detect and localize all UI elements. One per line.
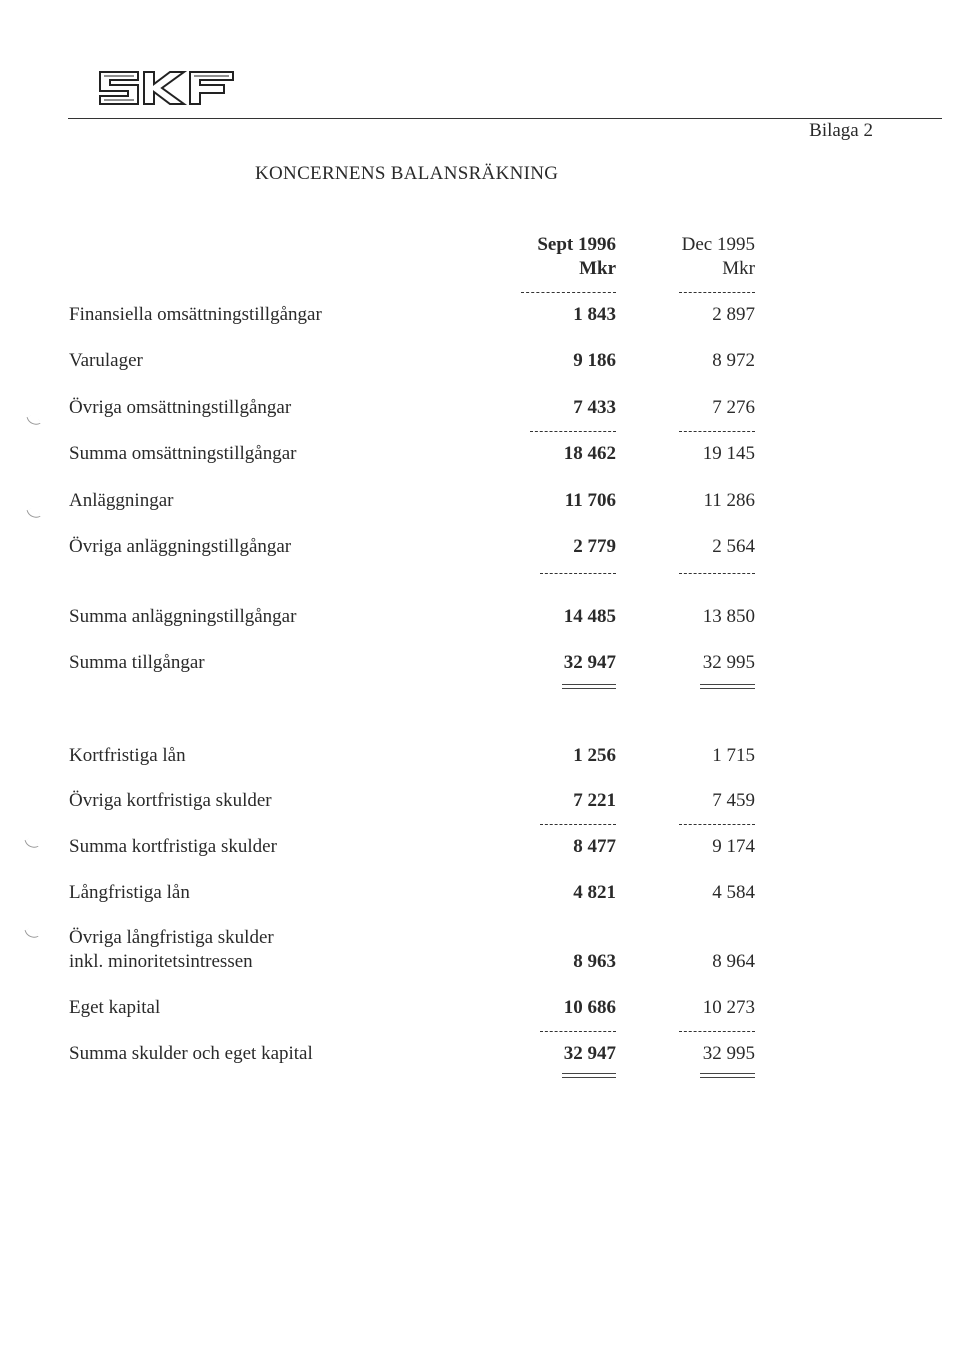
value-dec1995: 2 564: [712, 536, 755, 557]
row-label: Övriga anläggningstillgångar: [69, 536, 292, 557]
subtotal-rule: [679, 573, 755, 574]
header-rule: [68, 118, 942, 119]
table-row: [0, 489, 960, 513]
skf-logo: [98, 68, 235, 108]
subtotal-rule: [679, 1031, 755, 1032]
value-dec1995: 2 897: [712, 304, 755, 325]
row-label: Summa anläggningstillgångar: [69, 606, 297, 627]
row-label: Övriga kortfristiga skulder: [69, 790, 272, 811]
table-row: [0, 303, 960, 327]
subtotal-rule: [679, 431, 755, 432]
subtotal-rule: [530, 431, 616, 432]
row-label: Övriga omsättningstillgångar: [69, 397, 292, 418]
table-row: [0, 605, 960, 629]
subtotal-rule: [679, 824, 755, 825]
row-label: Kortfristiga lån: [69, 745, 186, 766]
table-row: [0, 881, 960, 905]
value-dec1995: 19 145: [702, 443, 755, 464]
value-sept1996: 11 706: [564, 490, 616, 511]
table-row: [0, 442, 960, 466]
table-row: [0, 1042, 960, 1066]
row-label: Varulager: [69, 350, 143, 371]
total-double-rule: [562, 1073, 616, 1078]
table-row: [0, 835, 960, 859]
value-sept1996: 8 963: [573, 951, 616, 972]
row-label: Långfristiga lån: [69, 882, 190, 903]
value-sept1996: 8 477: [573, 836, 616, 857]
table-row: [0, 349, 960, 373]
value-dec1995: 32 995: [702, 652, 755, 673]
col-sept1996-unit: Mkr: [579, 258, 616, 279]
subtotal-rule: [540, 824, 616, 825]
table-row: [0, 651, 960, 675]
row-label: Eget kapital: [69, 997, 161, 1018]
value-sept1996: 10 686: [563, 997, 616, 1018]
value-dec1995: 11 286: [703, 490, 755, 511]
table-row: [0, 396, 960, 420]
value-sept1996: 32 947: [563, 1043, 616, 1064]
total-double-rule: [700, 1073, 755, 1078]
value-sept1996: 14 485: [563, 606, 616, 627]
col-dec1995-period: Dec 1995: [681, 234, 755, 255]
row-label: Summa tillgångar: [69, 652, 205, 673]
value-dec1995: 8 972: [712, 350, 755, 371]
value-sept1996: 1 256: [573, 745, 616, 766]
value-sept1996: 7 433: [573, 397, 616, 418]
value-sept1996: 4 821: [573, 882, 616, 903]
value-sept1996: 32 947: [563, 652, 616, 673]
row-label: Summa omsättningstillgångar: [69, 443, 297, 464]
total-double-rule: [700, 684, 755, 689]
value-dec1995: 9 174: [712, 836, 755, 857]
value-sept1996: 7 221: [573, 790, 616, 811]
col-sept1996-underline: [521, 292, 616, 293]
table-row: [0, 926, 960, 974]
col-sept1996-period: Sept 1996: [537, 234, 616, 255]
value-sept1996: 9 186: [573, 350, 616, 371]
col-dec1995-unit: Mkr: [722, 258, 755, 279]
page-title: KONCERNENS BALANSRÄKNING: [255, 163, 559, 184]
value-dec1995: 13 850: [702, 606, 755, 627]
value-dec1995: 1 715: [712, 745, 755, 766]
row-label-line2: inkl. minoritetsintressen: [69, 951, 253, 972]
row-label: Summa kortfristiga skulder: [69, 836, 277, 857]
appendix-label: Bilaga 2: [809, 120, 873, 141]
row-label: [69, 926, 274, 974]
value-dec1995: 7 276: [712, 397, 755, 418]
row-label: Summa skulder och eget kapital: [69, 1043, 313, 1064]
value-sept1996: 1 843: [573, 304, 616, 325]
value-dec1995: 10 273: [702, 997, 755, 1018]
table-row: [0, 789, 960, 813]
row-label-line1: Övriga långfristiga skulder: [69, 927, 274, 948]
value-dec1995: 4 584: [712, 882, 755, 903]
value-dec1995: 7 459: [712, 790, 755, 811]
col-dec1995-underline: [679, 292, 755, 293]
total-double-rule: [562, 684, 616, 689]
table-row: [0, 744, 960, 768]
value-sept1996: 18 462: [563, 443, 616, 464]
table-row: [0, 535, 960, 559]
subtotal-rule: [540, 573, 616, 574]
value-dec1995: 8 964: [712, 951, 755, 972]
row-label: Anläggningar: [69, 490, 174, 511]
subtotal-rule: [540, 1031, 616, 1032]
row-label: Finansiella omsättningstillgångar: [69, 304, 322, 325]
value-dec1995: 32 995: [702, 1043, 755, 1064]
table-row: [0, 996, 960, 1020]
value-sept1996: 2 779: [573, 536, 616, 557]
